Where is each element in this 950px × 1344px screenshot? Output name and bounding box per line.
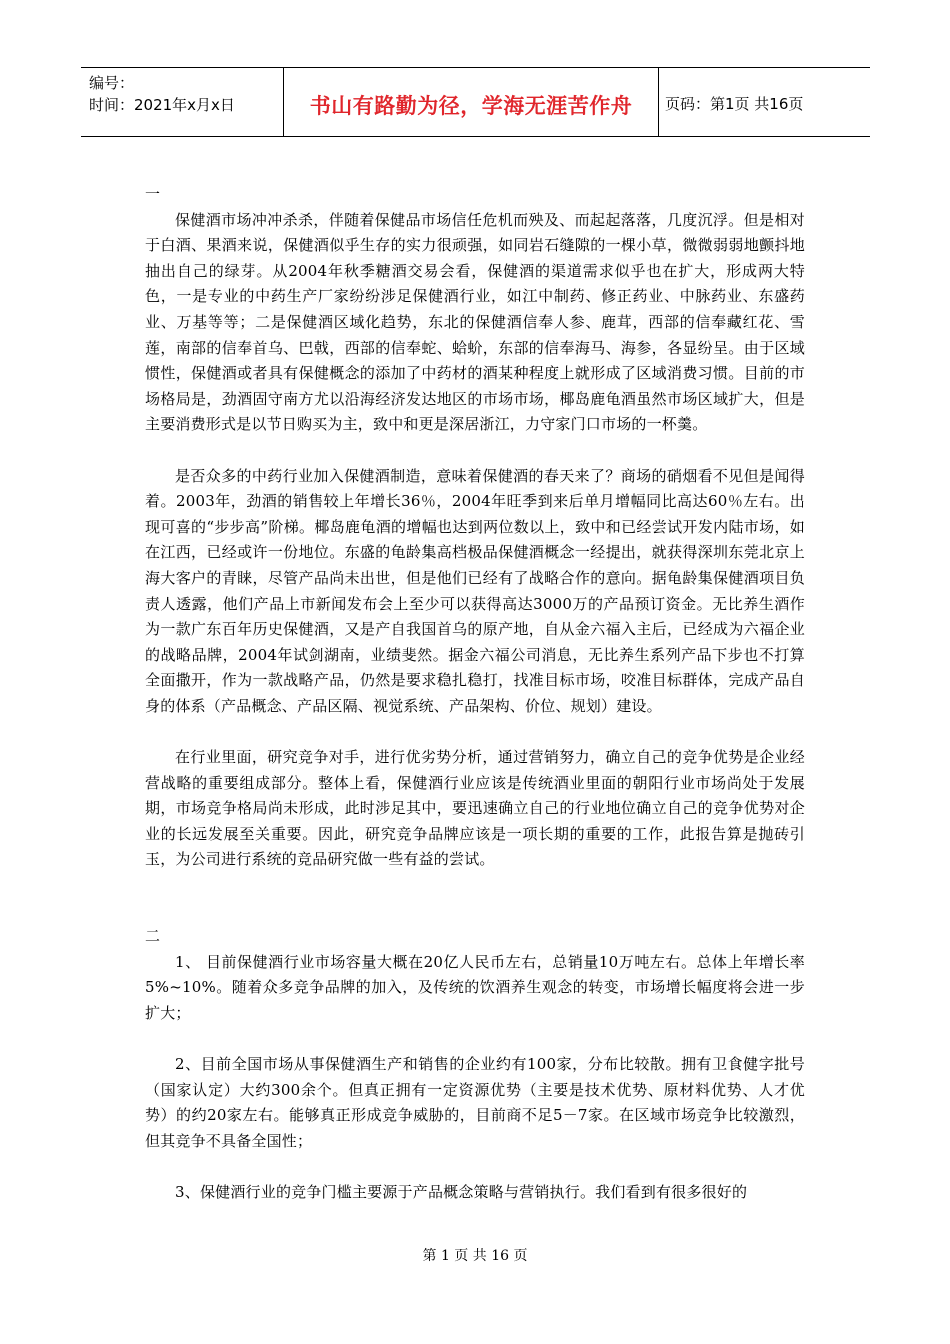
list-item: 3、保健酒行业的竞争门槛主要源于产品概念策略与营销执行。我们看到有很多很好的 [175,1183,748,1202]
list-item: 2、目前全国市场从事保健酒生产和销售的企业约有100家，分布比较散。拥有卫食健字批号（国家认定）大约300余个。但真正拥有一定资源优势（主要是技术优势、原材料优势、人才优势）的约20家左右。能够真正形成竞争威胁的，目前商不足5－7家。在区域市场竞争比较激烈，但其竞争不具备全国性； [145,1055,805,1150]
list-item: 1、 目前保健酒行业市场容量大概在20亿人民币左右，总销量10万吨左右。总体上年增长率5%~10%。随着众多竞争品牌的加入，及传统的饮酒养生观念的转变，市场增长幅度将会进一步扩大； [145,952,805,1022]
header-page-info: 页码：第1页 共16页 [665,94,804,113]
document-time-label: 时间：2021年x月x日 [89,96,235,114]
header-left-cell [81,68,283,136]
paragraph: 在行业里面，研究竞争对手，进行优劣势分析，通过营销努力，确立自己的竞争优势是企业经营战略的重要组成部分。整体上看，保健酒行业应该是传统酒业里面的朝阳行业市场尚处于发展期，市场竞争格局尚未形成，此时涉足其中，要迅速确立自己的行业地位确立自己的竞争优势对企业的长远发展至关重要。因此，研究竞争品牌应该是一项长期的重要的工作，此报告算是抛砖引玉，为公司进行系统的竞品研究做一些有益的尝试。 [145,748,805,869]
page-footer: 第 1 页 共 16 页 [422,1248,528,1264]
document-number-label: 编号： [89,74,135,92]
section-marker-1: 一 [145,185,161,203]
section-marker-2: 二 [145,927,161,946]
header-table [81,67,870,137]
paragraph: 保健酒市场冲冲杀杀，伴随着保健品市场信任危机而殃及、而起起落落，几度沉浮。但是相对于白酒、果酒来说，保健酒似乎生存的实力很顽强，如同岩石缝隙的一棵小草，微微弱弱地颤抖地抽出自己的绿芽。从2004年秋季糖酒交易会看，保健酒的渠道需求似乎也在扩大，形成两大特色，一是专业的中药生产厂家纷纷涉足保健酒行业，如江中制药、修正药业、中脉药业、东盛药业、万基等等；二是保健酒区域化趋势，东北的保健酒信奉人参、鹿茸，西部的信奉藏红花、雪莲，南部的信奉首乌、巴戟，西部的信奉蛇、蛤蚧，东部的信奉海马、海参，各显纷呈。由于区域惯性，保健酒或者具有保健概念的添加了中药材的酒某种程度上就形成了区域消费习惯。目前的市场格局是，劲酒固守南方尤以沿海经济发达地区的市场市场，椰岛鹿龟酒虽然市场区域扩大，但是主要消费形式是以节日购买为主，致中和更是深居浙江，力守家门口市场的一杯羹。 [145,210,805,434]
header-motto: 书山有路勤为径，学海无涯苦作舟 [283,68,659,136]
document-body [145,182,805,1206]
paragraph: 是否众多的中药行业加入保健酒制造，意味着保健酒的春天来了？商场的硝烟看不见但是闻得着。2003年，劲酒的销售较上年增长36％，2004年旺季到来后单月增幅同比高达60％左右。出现可喜的“步步高”阶梯。椰岛鹿龟酒的增幅也达到两位数以上，致中和已经尝试开发内陆市场，如在江西，已经或许一份地位。东盛的龟龄集高档极品保健酒概念一经提出，就获得深圳东莞北京上海大客户的青睐，尽管产品尚未出世，但是他们已经有了战略合作的意向。据龟龄集保健酒项目负责人透露，他们产品上市新闻发布会上至少可以获得高达3000万的产品预订资金。无比养生酒作为一款广东百年历史保健酒，又是产自我国首乌的原产地，自从金六福入主后，已经成为六福企业的战略品牌，2004年试剑湖南，业绩斐然。据金六福公司消息，无比养生系列产品下步也不打算全面撒开，作为一款战略产品，仍然是要求稳扎稳打，找准目标市场，咬准目标群体，完成产品自身的体系（产品概念、产品区隔、视觉系统、产品架构、价位、规划）建设。 [145,466,805,715]
